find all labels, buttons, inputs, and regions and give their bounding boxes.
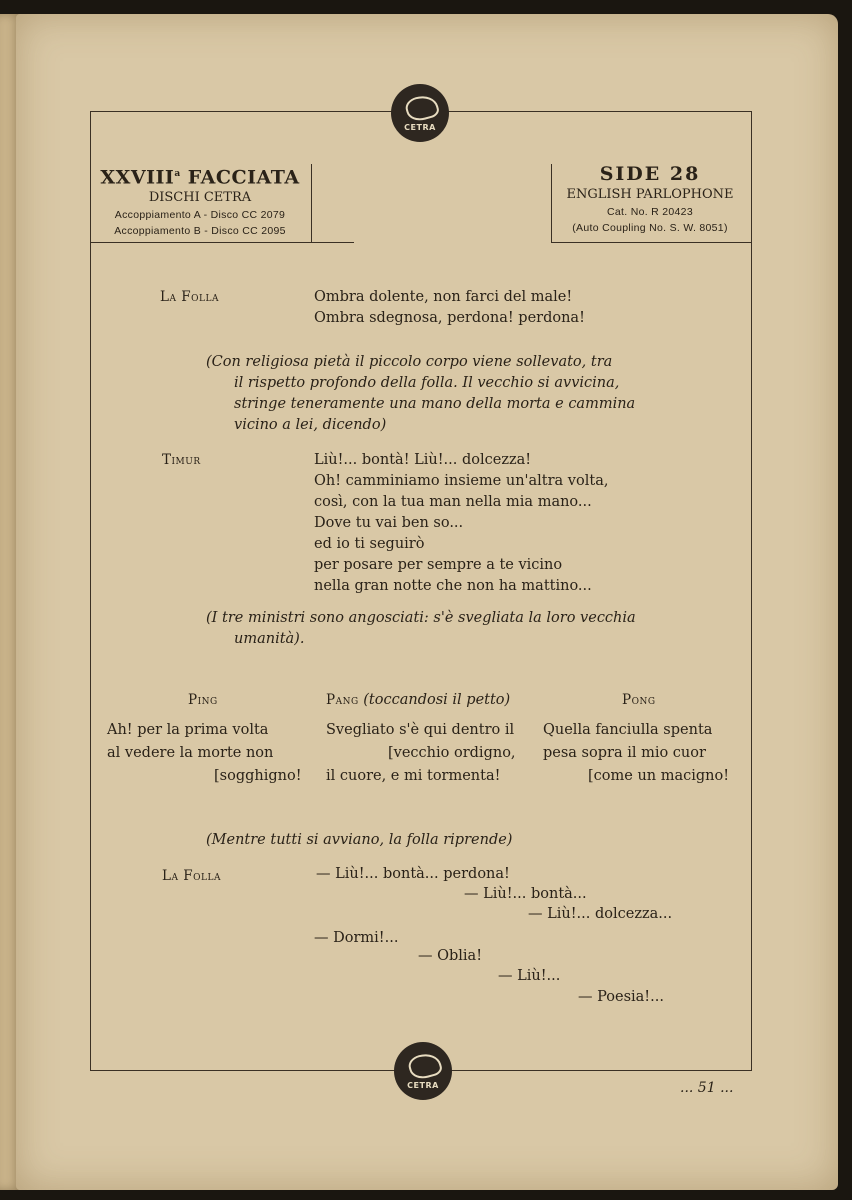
stage-direction-1-line-3: stringe teneramente una mano della morta e cammina: [234, 396, 636, 412]
accoppiamento-b: Accoppiamento B - Disco CC 2095: [114, 225, 286, 238]
stage-direction-1-line-1: (Con religiosa pietà il piccolo corpo viene sollevato, tra: [206, 354, 613, 370]
folla-final-line-3: — Liù!... dolcezza...: [528, 906, 673, 922]
cat-number: Cat. No. R 20423: [607, 206, 693, 218]
pong-line-1: Quella fanciulla spenta: [543, 722, 713, 738]
ping-line-3: [sogghigno!: [214, 768, 302, 784]
parlophone-label: ENGLISH PARLOPHONE: [566, 187, 734, 202]
cetra-logo-bottom: [394, 1042, 452, 1100]
cetra-logo-top: [391, 84, 449, 142]
folla-final-line-6: — Liù!...: [498, 968, 561, 984]
folla-line-1: Ombra dolente, non farci del male!: [314, 289, 573, 305]
timur-line-4: Dove tu vai ben so...: [314, 515, 464, 531]
timur-line-6: per posare per sempre a te vicino: [314, 557, 563, 573]
pong-line-2: pesa sopra il mio cuor: [543, 745, 706, 761]
folla-line-2: Ombra sdegnosa, perdona! perdona!: [314, 310, 585, 326]
pang-direction: (toccandosi il petto): [363, 692, 511, 708]
speaker-pang-heading: [326, 690, 510, 711]
folla-final-line-2: — Liù!... bontà...: [464, 886, 587, 902]
header-left: [96, 162, 304, 239]
ping-line-1: Ah! per la prima volta: [107, 722, 269, 738]
header-left-underline: [90, 242, 354, 243]
timur-line-3: così, con la tua man nella mia mano...: [314, 494, 592, 510]
header-left-divider: [311, 164, 312, 242]
facciata-title: XXVIII$^a$ FACCIATA: [100, 166, 300, 189]
speaker-pong: Pong: [622, 692, 656, 708]
header-right-underline: [551, 242, 752, 243]
folla-final-line-1: — Liù!... bontà... perdona!: [316, 866, 510, 882]
speaker-pang: Pang: [326, 692, 359, 708]
lyre-icon: [403, 92, 440, 123]
dischi-label: DISCHI CETRA: [148, 190, 252, 206]
timur-line-2: Oh! camminiamo insieme un'altra volta,: [314, 473, 609, 489]
side-title: SIDE 28: [599, 163, 701, 185]
timur-line-7: nella gran notte che non ha mattino...: [314, 578, 592, 594]
folla-final-line-7: — Poesia!...: [578, 989, 664, 1005]
accoppiamento-a: Accoppiamento A - Disco CC 2079: [114, 209, 286, 222]
header-right-divider: [551, 164, 552, 242]
stage-direction-2-line-1: (I tre ministri sono angosciati: s'è svegliata la loro vecchia: [206, 610, 636, 626]
timur-line-5: ed io ti seguirò: [314, 536, 425, 552]
pang-line-2: [vecchio ordigno,: [388, 745, 516, 761]
page-number: ... 51 ...: [680, 1080, 734, 1096]
ping-line-2: al vedere la morte non: [107, 745, 274, 761]
pang-line-3: il cuore, e mi tormenta!: [326, 768, 501, 784]
speaker-ping: Ping: [188, 692, 218, 708]
logo-text-bottom: CETRA: [407, 1081, 439, 1090]
speaker-la-folla-1: La Folla: [160, 289, 219, 305]
header-right: [555, 162, 745, 236]
speaker-la-folla-2: La Folla: [162, 868, 221, 884]
folla-final-line-5: — Oblia!: [418, 948, 483, 964]
folla-final-line-4: — Dormi!...: [314, 930, 399, 946]
speaker-timur: Timur: [162, 452, 201, 468]
stage-direction-1-line-4: vicino a lei, dicendo): [234, 417, 387, 433]
lyre-icon-bottom: [406, 1050, 443, 1081]
logo-text: CETRA: [404, 123, 436, 132]
pong-line-3: [come un macigno!: [588, 768, 730, 784]
stage-direction-1-line-2: il rispetto profondo della folla. Il vecchio si avvicina,: [234, 375, 620, 391]
pang-line-1: Svegliato s'è qui dentro il: [326, 722, 515, 738]
auto-coupling: (Auto Coupling No. S. W. 8051): [572, 222, 728, 234]
timur-line-1: Liù!... bontà! Liù!... dolcezza!: [314, 452, 532, 468]
stage-direction-3: (Mentre tutti si avviano, la folla riprende): [206, 832, 513, 848]
stage-direction-2-line-2: umanità).: [234, 631, 305, 647]
